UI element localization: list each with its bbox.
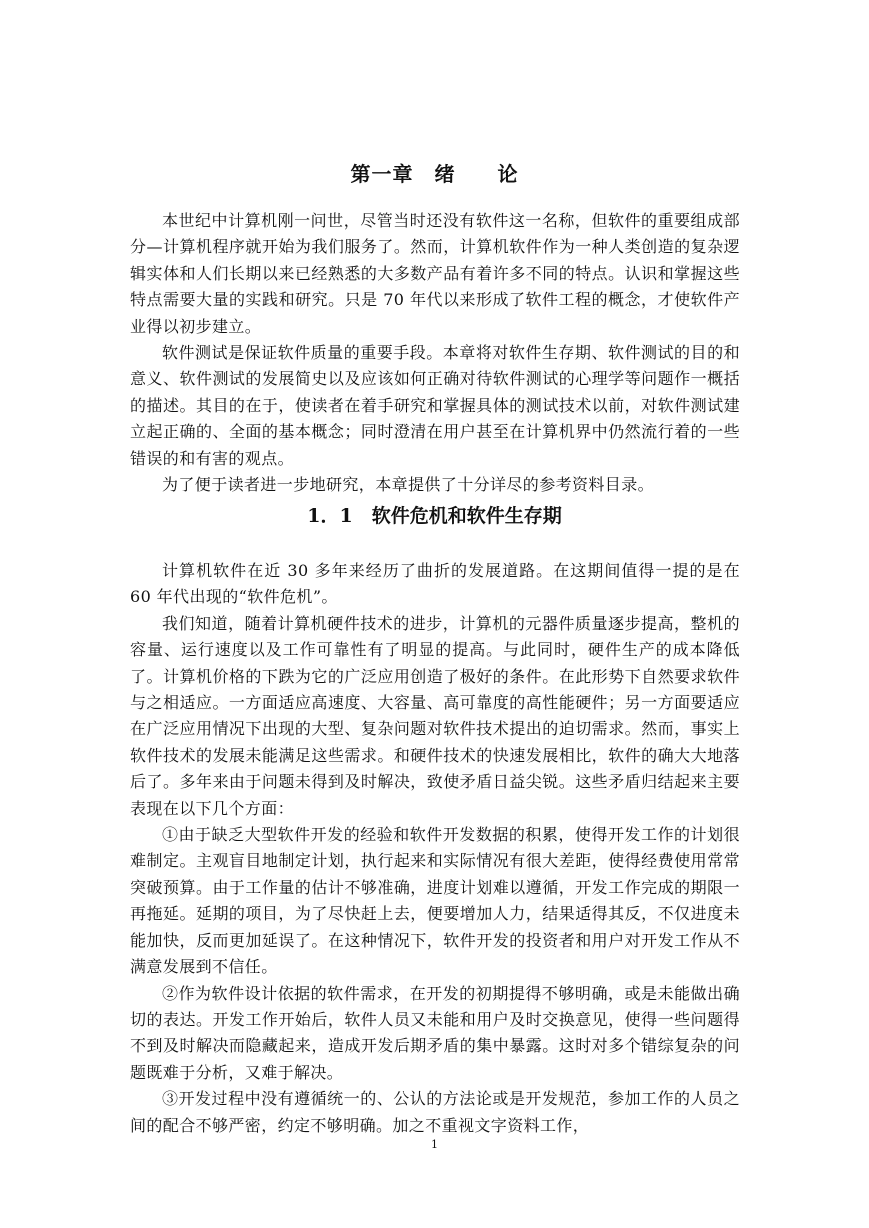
section-body xyxy=(130,558,740,1139)
intro-section xyxy=(130,208,740,498)
body-paragraph: ③开发过程中没有遵循统一的、公认的方法论或是开发规范，参加工作的人员之间的配合不够严密，约定不够明确。加之不重视文字资料工作， xyxy=(130,1089,740,1135)
chapter-title: 第一章 绪 论 xyxy=(350,162,519,186)
body-paragraph: ①由于缺乏大型软件开发的经验和软件开发数据的积累，使得开发工作的计划很难制定。主观盲目地制定计划，执行起来和实际情况有很大差距，使得经费使用常常突破预算。由于工作量的估计不够准确，进度计划难以遵循，开发工作完成的期限一再拖延。延期的项目，为了尽快赶上去，便要增加人力，结果适得其反，不仅进度未能加快，反而更加延误了。在这种情况下，软件开发的投资者和用户对开发工作从不满意发展到不信任。 xyxy=(130,825,740,977)
intro-paragraph: 本世纪中计算机刚一问世，尽管当时还没有软件这一名称，但软件的重要组成部分—计算机程序就开始为我们服务了。然而，计算机软件作为一种人类创造的复杂逻辑实体和人们长期以来已经熟悉的大多数产品有着许多不同的特点。认识和掌握这些特点需要大量的实践和研究。只是 70 年代以来形成了软件工程的概念，才使软件产业得以初步建立。 xyxy=(130,211,740,336)
body-paragraph: 我们知道，随着计算机硬件技术的进步，计算机的元器件质量逐步提高，整机的容量、运行速度以及工作可靠性有了明显的提高。与此同时，硬件生产的成本降低了。计算机价格的下跌为它的广泛应用创造了极好的条件。在此形势下自然要求软件与之相适应。一方面适应高速度、大容量、高可靠度的高性能硬件；另一方面要适应在广泛应用情况下出现的大型、复杂问题对软件技术提出的迫切需求。然而，事实上软件技术的发展未能满足这些需求。和硬件技术的快速发展相比，软件的确大大地落后了。多年来由于问题未得到及时解决，致使矛盾日益尖锐。这些矛盾归结起来主要表现在以下几个方面： xyxy=(130,613,740,818)
intro-paragraph: 为了便于读者进一步地研究，本章提供了十分详尽的参考资料目录。 xyxy=(162,475,655,495)
section-title: 1．1 软件危机和软件生存期 xyxy=(307,505,562,527)
intro-paragraph: 软件测试是保证软件质量的重要手段。本章将对软件生存期、软件测试的目的和意义、软件测试的发展简史以及应该如何正确对待软件测试的心理学等问题作一概括的描述。其目的在于，使读者在着手研究和掌握具体的测试技术以前，对软件测试建立起正确的、全面的基本概念；同时澄清在用户甚至在计算机界中仍然流行着的一些错误的和有害的观点。 xyxy=(130,343,740,468)
body-paragraph: 计算机软件在近 30 多年来经历了曲折的发展道路。在这期间值得一提的是在 60 年代出现的“软件危机”。 xyxy=(130,561,740,607)
body-paragraph: ②作为软件设计依据的软件需求，在开发的初期提得不够明确，或是未能做出确切的表达。开发工作开始后，软件人员又未能和用户及时交换意见，使得一些问题得不到及时解决而隐藏起来，造成开发后期矛盾的集中暴露。这时对多个错综复杂的问题既难于分析，又难于解决。 xyxy=(130,983,740,1082)
page-number: 1 xyxy=(431,1138,438,1151)
